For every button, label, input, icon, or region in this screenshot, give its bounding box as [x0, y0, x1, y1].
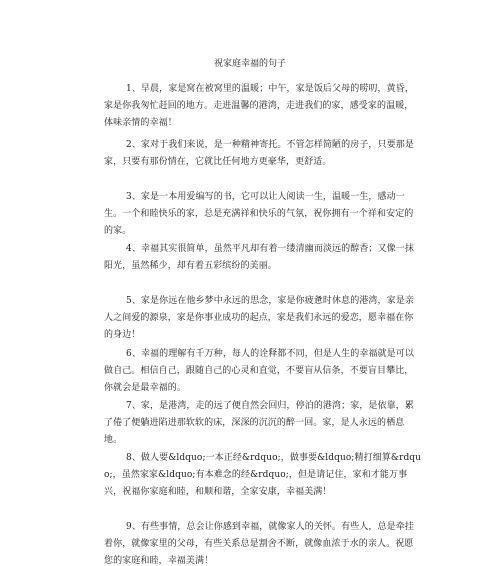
paragraph-9: 9、有些事情，总会让你感到幸福，就像家人的关怀。有些人，总是牵挂着你，就像家里的父母，有些关系总是割舍不断，就像血浓于水的亲人。祝愿您的家庭和睦，幸福美满！ — [104, 522, 414, 566]
paragraph-8: 8、做人要&ldquo;一本正经&rdquo;，做事要&ldquo;精打细算&rdquo;，虽然家家&ldquo;有本难念的经&rdquo;，但是请记住，家和才能万事兴，祝福你家庭和睦，和顺和谐，全家安康，幸福美满！ — [104, 453, 422, 497]
paragraph-2: 2、家对于我们来说，是一种精神寄托。不管怎样简陋的房子，只要那是家，只要有那份情在，它就比任何地方更豪华，更舒适。 — [104, 140, 414, 167]
paragraph-1: 1、早晨，家是窝在被窝里的温暖；中午，家是饭后父母的唠叨，黄昏，家是你我匆忙赶回的地方。走进温馨的港湾，走进我们的家，感受家的温暖，体味亲情的幸福！ — [104, 84, 414, 128]
paragraph-5: 5、家是你远在他乡梦中永远的思念，家是你疲惫时休息的港湾，家是亲人之间爱的源泉，家是你事业成功的起点，家是我们永远的爱恋，愿幸福在你的身边！ — [104, 296, 414, 340]
paragraph-3: 3、家是一本用爱编写的书，它可以让人阅读一生，温暖一生，感动一生。一个和睦快乐的家，总是充满祥和快乐的气氛，祝你拥有一个祥和安定的的家。 — [104, 192, 414, 236]
document-title: 祝家庭幸福的句子 — [213, 59, 286, 69]
paragraph-7: 7、家，是港湾，走的远了便自然会回归，停泊的港湾；家，是依靠，累了倦了便躺进陷进那软软的床，深深的沉沉的醉一回。家，是人永远的栖息地。 — [104, 401, 414, 445]
paragraph-4: 4、幸福其实很简单，虽然平凡却有着一缕清幽而淡远的醇香；又像一抹阳光，虽然稀少，却有着五彩缤纷的美丽。 — [104, 244, 414, 271]
paragraph-6: 6、幸福的理解有千万种，每人的诠释都不同，但是人生的幸福就是可以做自己。相信自己，跟随自己的心灵和直觉，不要盲从信条，不要盲目攀比，你就会是最幸福的。 — [104, 349, 414, 393]
